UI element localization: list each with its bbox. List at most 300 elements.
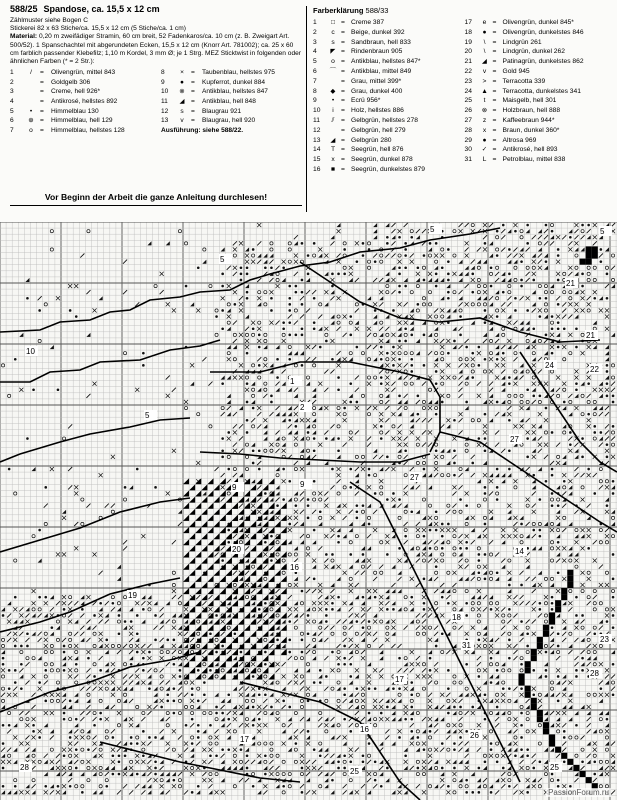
stitch-symbol (539, 297, 542, 300)
filled-stitch (549, 612, 555, 618)
stitch-symbol (288, 321, 291, 324)
stitch-symbol (410, 718, 413, 721)
stitch-symbol (606, 395, 609, 398)
color-number-label: 18 (452, 613, 461, 622)
equals-sign: = (341, 48, 345, 56)
stitch-symbol (32, 724, 35, 727)
stitch-symbol (557, 675, 560, 678)
stitch-symbol (331, 779, 334, 782)
color-number-label: 5 (145, 411, 150, 420)
stitch-symbol (75, 767, 78, 770)
stitch-symbol (221, 712, 224, 715)
stitch-symbol (612, 614, 615, 617)
stitch-symbol (343, 718, 346, 721)
stitch-symbol (319, 510, 322, 513)
stitch-symbol (240, 279, 243, 282)
legend-entry (465, 47, 613, 57)
legend-entry (313, 77, 461, 87)
filled-stitch (543, 625, 549, 631)
filled-stitch (586, 246, 592, 252)
stitch-symbol (136, 468, 139, 471)
stitch-symbol (337, 449, 340, 452)
read-instructions-notice: Vor Beginn der Arbeit die ganze Anleitung durchlesen! (10, 192, 302, 206)
stitch-symbol (465, 730, 468, 733)
stitch-symbol (508, 273, 511, 276)
stitch-symbol (136, 632, 139, 635)
stitch-symbol (526, 437, 529, 440)
stitch-symbol (38, 596, 41, 599)
stitch-symbol (221, 437, 224, 440)
legend-entry (465, 77, 613, 87)
stitch-symbol (447, 602, 450, 605)
legend-entry-symbol: □ (330, 19, 336, 26)
stitch-symbol (349, 486, 352, 489)
stitch-symbol (374, 779, 377, 782)
stitch-symbol (471, 273, 474, 276)
filled-stitch (537, 710, 543, 716)
stitch-symbol (581, 224, 584, 227)
stitch-symbol (221, 559, 224, 562)
legend-entry (10, 126, 151, 136)
legend-entry-symbol: \ (483, 38, 486, 46)
filled-stitch (567, 576, 573, 582)
legend-entry (161, 107, 302, 117)
legend-entry-color-name: Gelbgrün, hell 279 (351, 126, 406, 134)
stitch-symbol (325, 608, 328, 611)
pattern-title (10, 4, 302, 14)
stitch-symbol (532, 669, 535, 672)
stitch-symbol (569, 431, 572, 434)
stitch-symbol (453, 462, 456, 465)
stitch-symbol (252, 785, 255, 788)
stitch-symbol (587, 468, 590, 471)
instructions-column (10, 4, 302, 135)
stitch-symbol (447, 669, 450, 672)
stitch-symbol (99, 718, 102, 721)
stitch-symbol (51, 626, 54, 629)
legend-entry (465, 28, 613, 38)
stitch-symbol (20, 663, 23, 666)
stitch-symbol (209, 754, 212, 757)
stitch-symbol (575, 327, 578, 330)
stitch-symbol (301, 303, 304, 306)
filled-stitch (543, 631, 549, 637)
legend-entry-symbol: ⫽ (331, 116, 335, 124)
legend-entry-symbol: ◤ (330, 48, 336, 56)
stitch-symbol (551, 492, 554, 495)
stitch-symbol (423, 279, 426, 282)
stitch-symbol (301, 590, 304, 593)
description (10, 17, 302, 66)
equals-sign: = (341, 38, 345, 46)
stitch-symbol (404, 285, 407, 288)
stitch-symbol (282, 468, 285, 471)
stitch-symbol (581, 657, 584, 660)
stitch-symbol (252, 675, 255, 678)
filled-stitch (580, 259, 586, 265)
stitch-symbol (410, 510, 413, 513)
legend-entry-color-name: Antikblau, hellstes 847* (351, 58, 421, 66)
stitch-symbol (295, 334, 298, 337)
stitch-symbol (484, 578, 487, 581)
legend-entry-number: 8 (161, 69, 165, 77)
stitch-symbol (380, 376, 383, 379)
stitch-symbol (38, 529, 41, 532)
stitch-symbol (447, 352, 450, 355)
stitch-symbol (26, 632, 29, 635)
stitch-symbol (593, 425, 596, 428)
legend-entry-symbol: • (331, 97, 335, 105)
stitch-symbol (362, 754, 365, 757)
legend-entry-color-name: Olivengrün, dunkelstes 846 (502, 28, 584, 36)
stitch-symbol (484, 358, 487, 361)
stitch-symbol (356, 346, 359, 349)
stitch-symbol (301, 334, 304, 337)
stitch-symbol (337, 663, 340, 666)
stitch-symbol (386, 352, 389, 355)
stitch-symbol (569, 443, 572, 446)
stitch-symbol (356, 401, 359, 404)
equals-sign: = (341, 107, 345, 115)
equals-sign: = (191, 117, 195, 125)
stitch-symbol (600, 260, 603, 263)
color-number-label: 17 (395, 675, 404, 684)
stitch-symbol (264, 693, 267, 696)
stitch-symbol (191, 693, 194, 696)
stitch-symbol (331, 273, 334, 276)
legend-entry-number: 22 (464, 67, 472, 75)
stitch-symbol (173, 712, 176, 715)
stitch-symbol (343, 273, 346, 276)
stitch-symbol (313, 529, 316, 532)
stitch-symbol (453, 449, 456, 452)
stitch-symbol (447, 273, 450, 276)
stitch-symbol (465, 602, 468, 605)
stitch-symbol (386, 242, 389, 245)
legend-entry-number: 30 (464, 146, 472, 154)
legend-entry-color-name: Creme 387 (351, 19, 385, 26)
stitch-symbol (600, 431, 603, 434)
stitch-symbol (410, 730, 413, 733)
stitch-symbol (404, 266, 407, 269)
stitch-symbol (417, 395, 420, 398)
stitch-symbol (331, 651, 334, 654)
stitch-symbol (532, 693, 535, 696)
stitch-symbol (520, 663, 523, 666)
legend-entry-number: 21 (464, 58, 472, 66)
stitch-symbol (118, 761, 121, 764)
stitch-symbol (587, 382, 590, 385)
equals-sign: = (492, 58, 497, 66)
stitch-symbol (337, 388, 340, 391)
stitch-symbol (349, 468, 352, 471)
stitch-symbol (380, 437, 383, 440)
stitch-symbol (587, 413, 590, 416)
legend-entry (465, 155, 613, 165)
stitch-symbol (313, 321, 316, 324)
stitch-symbol (63, 754, 66, 757)
stitch-symbol (581, 669, 584, 672)
stitch-symbol (612, 553, 615, 556)
legend-entry-number: 26 (464, 107, 472, 115)
equals-sign: = (492, 48, 497, 56)
stitch-symbol (313, 327, 316, 330)
color-legend-column-1 (313, 18, 461, 175)
stitch-symbol (276, 358, 279, 361)
stitch-symbol (154, 614, 157, 617)
stitch-symbol (288, 297, 291, 300)
stitch-symbol (349, 663, 352, 666)
legend-entry-symbol: x (331, 156, 335, 164)
stitch-symbol (447, 291, 450, 294)
stitch-symbol (63, 651, 66, 654)
filled-stitch (561, 588, 567, 594)
stitch-symbol (288, 651, 291, 654)
legend-entry-symbol: > (482, 77, 487, 85)
stitch-symbol (551, 230, 554, 233)
stitch-symbol (551, 596, 554, 599)
stitch-symbol (63, 608, 66, 611)
legend-entry (313, 165, 461, 175)
stitch-symbol (386, 767, 389, 770)
stitch-symbol (392, 346, 395, 349)
description-line-2: Stickerei 82 x 63 Stiche/ca. 15,5 x 12 cm (5 Stiche/ca. 1 cm) (10, 25, 186, 33)
stitch-symbol (606, 620, 609, 623)
stitch-symbol (20, 645, 23, 648)
stitch-symbol (246, 754, 249, 757)
legend-entry-number: 7 (313, 77, 317, 85)
stitch-symbol (423, 608, 426, 611)
stitch-symbol (520, 724, 523, 727)
stitch-symbol (404, 535, 407, 538)
stitch-symbol (508, 657, 511, 660)
filled-stitch (567, 570, 573, 576)
stitch-symbol (307, 504, 310, 507)
stitch-symbol (307, 730, 310, 733)
stitch-symbol (465, 547, 468, 550)
stitch-symbol (356, 687, 359, 690)
legend-entry-symbol: ● (180, 78, 184, 86)
stitch-symbol (270, 297, 273, 300)
stitch-symbol (343, 407, 346, 410)
legend-entry-number: 4 (313, 48, 317, 56)
stitch-symbol (557, 571, 560, 574)
legend-entry-number: 2 (10, 78, 14, 86)
equals-sign: = (492, 38, 497, 46)
stitch-symbol (8, 724, 11, 727)
stitch-symbol (514, 309, 517, 312)
stitch-symbol (557, 303, 560, 306)
stitch-symbol (356, 620, 359, 623)
legend-entry (10, 116, 151, 126)
stitch-symbol (343, 663, 346, 666)
legend-entry (313, 106, 461, 116)
stitch-symbol (154, 773, 157, 776)
stitch-symbol (319, 346, 322, 349)
stitch-symbol (270, 535, 273, 538)
stitch-symbol (447, 523, 450, 526)
stitch-symbol (575, 669, 578, 672)
stitch-symbol (252, 407, 255, 410)
color-number-label: 10 (26, 347, 35, 356)
color-number-label: 25 (350, 767, 359, 776)
stitch-symbol (154, 767, 157, 770)
stitch-symbol (252, 724, 255, 727)
stitch-symbol (612, 663, 615, 666)
stitch-symbol (26, 645, 29, 648)
stitch-symbol (282, 785, 285, 788)
color-number-label: 1 (290, 377, 295, 386)
stitch-symbol (508, 449, 511, 452)
stitch-symbol (343, 754, 346, 757)
stitch-symbol (429, 657, 432, 660)
filled-stitch (567, 582, 573, 588)
stitch-symbol (313, 681, 316, 684)
stitch-symbol (69, 785, 72, 788)
stitch-symbol (246, 273, 249, 276)
stitch-symbol (258, 693, 261, 696)
stitch-symbol (520, 279, 523, 282)
stitch-symbol (38, 736, 41, 739)
equals-sign: = (492, 136, 497, 144)
stitch-symbol (191, 718, 194, 721)
filled-stitch (580, 771, 586, 777)
stitch-symbol (44, 700, 47, 703)
stitch-symbol (368, 523, 371, 526)
stitch-symbol (215, 614, 218, 617)
stitch-symbol (337, 437, 340, 440)
stitch-symbol (478, 437, 481, 440)
stitch-symbol (508, 382, 511, 385)
stitch-symbol (221, 449, 224, 452)
stitch-symbol (514, 297, 517, 300)
stitch-symbol (398, 340, 401, 343)
legend-entry-symbol: • (29, 107, 33, 115)
legend-ref: 588/33 (365, 6, 389, 15)
stitch-symbol (465, 346, 468, 349)
legend-entry-color-name: Creme, hell 926* (51, 88, 101, 96)
filled-stitch (555, 606, 561, 612)
stitch-symbol (398, 498, 401, 501)
stitch-symbol (337, 541, 340, 544)
legend-entry-symbol (328, 77, 338, 87)
equals-sign: = (341, 165, 345, 173)
legend-entry (10, 78, 151, 88)
material-text: 0,20 m zweifädiger Stramin, 60 cm breit, 52 Fadenkaros/ca. 10 cm (z. B. Zweigart Art. 500/52). 1 Spanschachtel mit abgerundeten Ecken, 15,5 x 12 cm (Knorr Art. 781002); ca. 25 x 60 cm farblich passender Klebefilz; 1,10 m Kordel, 3 mm Ø; je 1 Strg. MEZ Sticktwist in folgenden oder ähnlichen Farben (* = 2 Str.): (10, 33, 301, 66)
stitch-symbol (301, 291, 304, 294)
stitch-symbol (264, 754, 267, 757)
legend-entry-symbol: L (482, 156, 487, 164)
stitch-symbol (496, 571, 499, 574)
stitch-symbol (496, 468, 499, 471)
stitch-symbol (246, 266, 249, 269)
stitch-symbol (325, 553, 328, 556)
stitch-symbol (545, 669, 548, 672)
stitch-symbol (81, 608, 84, 611)
stitch-symbol (252, 462, 255, 465)
stitch-symbol (496, 706, 499, 709)
stitch-symbol (435, 565, 438, 568)
stitch-symbol (490, 742, 493, 745)
stitch-symbol (325, 614, 328, 617)
stitch-symbol (105, 785, 108, 788)
stitch-symbol (459, 706, 462, 709)
stitch-symbol (227, 529, 230, 532)
stitch-symbol (313, 242, 316, 245)
legend-entry-color-name: Antikrosé, hell 893 (502, 146, 558, 154)
stitch-symbol (227, 693, 230, 696)
legend-entry-color-name: Grau, dunkel 400 (351, 87, 403, 95)
legend-entry-number: 14 (313, 146, 321, 154)
stitch-symbol (478, 791, 481, 794)
legend-entry (465, 18, 613, 28)
legend-entry (465, 38, 613, 48)
stitch-symbol (276, 376, 279, 379)
stitch-symbol (508, 584, 511, 587)
legend-entry-number: 1 (313, 19, 317, 26)
legend-entry-symbol: v (482, 67, 487, 75)
stitch-symbol (246, 767, 249, 770)
stitch-symbol (453, 742, 456, 745)
stitch-symbol (435, 273, 438, 276)
stitch-symbol (301, 639, 304, 642)
stitch-symbol (325, 340, 328, 343)
equals-sign: = (40, 117, 44, 125)
stitch-symbol (435, 370, 438, 373)
stitch-symbol (215, 706, 218, 709)
legend-entry-color-name: Altrosa 969 (502, 136, 537, 144)
stitch-symbol (581, 437, 584, 440)
stitch-symbol (575, 675, 578, 678)
stitch-symbol (490, 266, 493, 269)
stitch-symbol (520, 285, 523, 288)
stitch-symbol (465, 614, 468, 617)
stitch-symbol (14, 645, 17, 648)
stitch-symbol (191, 791, 194, 794)
stitch-symbol (166, 693, 169, 696)
stitch-symbol (557, 645, 560, 648)
stitch-symbol (99, 712, 102, 715)
stitch-symbol (362, 761, 365, 764)
stitch-symbol (307, 431, 310, 434)
stitch-symbol (417, 266, 420, 269)
stitch-symbol (343, 693, 346, 696)
filled-stitch (549, 734, 555, 740)
filled-stitch (537, 643, 543, 649)
legend-entry-symbol: v (180, 117, 184, 125)
stitch-symbol (447, 279, 450, 282)
legend-entry-color-name: Holzbraun, hell 888 (502, 107, 561, 115)
stitch-symbol (38, 309, 41, 312)
stitch-symbol (404, 449, 407, 452)
legend-entry-number: 17 (464, 19, 472, 26)
stitch-symbol (551, 773, 554, 776)
stitch-symbol (307, 498, 310, 501)
stitch-symbol (337, 273, 340, 276)
stitch-symbol (356, 260, 359, 263)
stitch-symbol (337, 767, 340, 770)
stitch-symbol (593, 492, 596, 495)
stitch-symbol (99, 669, 102, 672)
stitch-symbol (551, 352, 554, 355)
stitch-symbol (288, 706, 291, 709)
legend-entry-number: 7 (10, 126, 14, 134)
stitch-symbol (392, 687, 395, 690)
stitch-symbol (429, 730, 432, 733)
stitch-symbol (319, 669, 322, 672)
stitch-symbol (14, 358, 17, 361)
stitch-symbol (112, 773, 115, 776)
